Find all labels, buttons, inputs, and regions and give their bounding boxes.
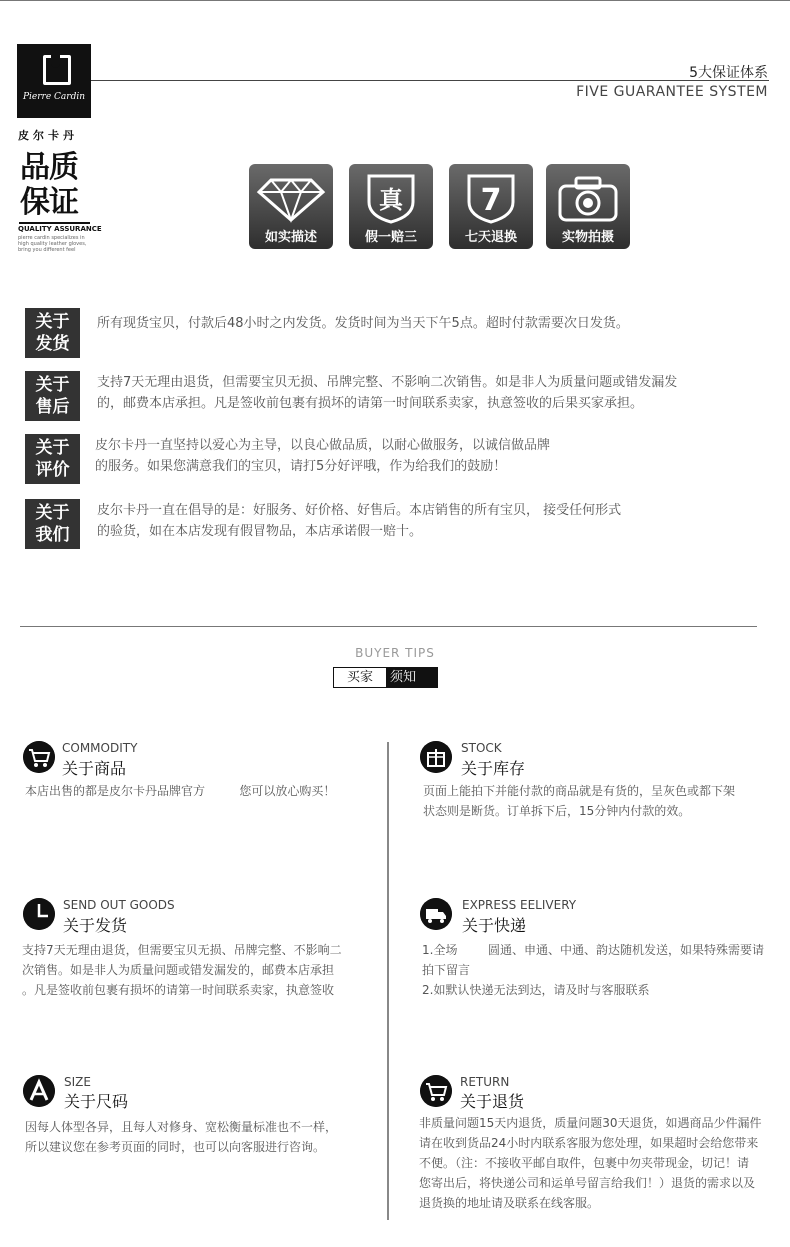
svg-text:7: 7 [480, 183, 502, 218]
body-line: 请在收到货品24小时内联系客服为您处理，如果超时会给您带来 [419, 1136, 759, 1150]
commodity-title-en: COMMODITY [62, 741, 138, 755]
header-rule [91, 80, 769, 81]
top-rule [0, 0, 790, 1]
logo-mark-icon [43, 55, 71, 85]
policy-text-after-sales [97, 372, 677, 414]
quality-rule [19, 222, 90, 224]
svg-text:真: 真 [379, 186, 403, 214]
body-line: 页面上能拍下并能付款的商品就是有货的，呈灰色或都下架 [423, 784, 736, 798]
buyer-tips-a: 买家 [346, 670, 373, 685]
seven-day-shield-icon [449, 170, 533, 224]
brand-logo [17, 44, 91, 118]
policy-line: 支持7天无理由退货，但需要宝贝无损、吊牌完整、不影响二次销售。如是非人为质量问题或错发漏发 [97, 375, 678, 390]
body-line: 不便。（注：不接收平邮自取件，包裹中勿夹带现金，切记！请 [419, 1156, 750, 1170]
body-line: 退货换的地址请及联系在线客服。 [419, 1196, 600, 1210]
section-divider [20, 626, 757, 627]
quality-assurance-en: QUALITY ASSURANCE [18, 225, 102, 233]
quality-title-line2: 保证 [20, 185, 78, 220]
policy-tag-about-us [25, 499, 80, 549]
express-title-en: EXPRESS EELIVERY [462, 898, 577, 912]
return-title-en: RETURN [460, 1075, 510, 1089]
body-line: 因每人体型各异，且每人对修身、宽松衡量标准也不一样， [25, 1120, 338, 1134]
clock-icon [23, 898, 55, 930]
policy-line: 所有现货宝贝，付款后48小时之内发货。发货时间为当天下午5点。超时付款需要次日发货。 [97, 316, 629, 331]
body-line: 2.如默认快递无法到达，请及时与客服联系 [422, 983, 650, 997]
column-divider [387, 742, 389, 1220]
body-line: 。凡是签收前包裹有损坏的请第一时间联系卖家，执意签收 [22, 983, 335, 997]
brand-name: 皮尔卡丹 [18, 129, 78, 142]
quality-description: pierre cardin specializes in high quality leather gloves, bring you different feel [18, 235, 87, 253]
policy-line: 皮尔卡丹一直坚持以爱心为主导，以良心做品质，以耐心做服务，以诚信做品牌 [95, 438, 551, 453]
body-line: 您寄出后，将快递公司和运单号留言给我们！）退货的需求以及 [419, 1176, 756, 1190]
policy-text-review [95, 435, 550, 477]
policy-tag-line: 关于 [35, 375, 70, 395]
policy-tag-review [25, 434, 80, 484]
body-line: 次销售。如是非人为质量问题或错发漏发的，邮费本店承担 [22, 963, 335, 977]
logo-script: Pierre Cardin [22, 92, 86, 102]
stock-title-en: STOCK [461, 741, 502, 755]
buyer-tips-en: BUYER TIPS [355, 646, 435, 660]
policy-tag-line: 售后 [35, 397, 70, 417]
policy-text-about-us [97, 500, 621, 542]
buyer-tips-title [333, 667, 438, 688]
policy-tag-line: 关于 [35, 312, 70, 332]
size-a-icon [23, 1075, 55, 1107]
send-goods-text [22, 940, 342, 1000]
policy-line: 的服务。如果您满意我们的宝贝，请打5分好评哦，作为给我们的鼓励！ [95, 459, 507, 474]
commodity-title-cn: 关于商品 [62, 759, 127, 778]
badge-authentic [349, 164, 433, 249]
guarantee-title-cn: 5大保证体系 [689, 65, 768, 81]
badge-label: 如实描述 [264, 230, 317, 245]
body-line: 支持7天无理由退货，但需要宝贝无损、吊牌完整、不影响二 [22, 943, 342, 957]
policy-tag-line: 评价 [35, 460, 70, 480]
policy-tag-line: 关于 [35, 438, 70, 458]
policy-line: 的验货，如在本店发现有假冒物品，本店承诺假一赔十。 [97, 524, 423, 539]
guarantee-title-en: FIVE GUARANTEE SYSTEM [576, 84, 768, 100]
badge-accurate-description [249, 164, 333, 249]
policy-line: 的，邮费本店承担。凡是签收前包裹有损坏的请第一时间联系卖家，执意签收的后果买家承担。 [97, 396, 644, 411]
size-text [25, 1117, 337, 1157]
body-line: 1.全场 圆通、申通、中通、韵达随机发送，如果特殊需要请 [422, 943, 764, 957]
delivery-truck-icon [420, 898, 452, 930]
stock-title-cn: 关于库存 [461, 759, 526, 778]
policy-tag-after-sales [25, 371, 80, 421]
body-line: 所以建议您在参考页面的同时，也可以向客服进行咨询。 [25, 1140, 326, 1154]
size-title-en: SIZE [64, 1075, 91, 1089]
commodity-text [25, 781, 335, 801]
express-title-cn: 关于快递 [462, 916, 527, 935]
body-line: 非质量问题15天内退货，质量问题30天退货，如遇商品少件漏件 [419, 1116, 762, 1130]
send-goods-title-cn: 关于发货 [63, 916, 128, 935]
gift-box-icon [420, 741, 452, 773]
shopping-cart-icon [23, 741, 55, 773]
return-text [419, 1113, 762, 1213]
policy-line: 皮尔卡丹一直在倡导的是：好服务、好价格、好售后。本店销售的所有宝贝， 接受任何形式 [97, 503, 622, 518]
policy-tag-shipping [25, 308, 80, 358]
badge-seven-day-return [449, 164, 533, 249]
express-text [422, 940, 764, 1000]
policy-text-shipping [97, 313, 629, 334]
body-line: 拍下留言 [422, 963, 471, 977]
policy-tag-line: 我们 [35, 525, 70, 545]
send-goods-title-en: SEND OUT GOODS [63, 898, 175, 912]
policy-tag-line: 关于 [35, 503, 70, 523]
body-line: 本店出售的都是皮尔卡丹品牌官方 您可以放心购买！ [25, 784, 336, 798]
badge-label: 七天退换 [464, 230, 517, 245]
body-line: 状态则是断货。订单拆下后，15分钟内付款的效。 [423, 804, 691, 818]
quality-title-line1: 品质 [20, 150, 78, 185]
stock-text [423, 781, 735, 821]
badge-real-photos [546, 164, 630, 249]
size-title-cn: 关于尺码 [64, 1092, 129, 1111]
policy-tag-line: 发货 [35, 334, 70, 354]
badge-label: 假一赔三 [364, 230, 417, 245]
authentic-shield-icon [349, 170, 433, 224]
diamond-icon [249, 170, 333, 224]
buyer-tips-b: 须知 [386, 668, 437, 687]
return-cart-icon [420, 1075, 452, 1107]
return-title-cn: 关于退货 [460, 1092, 525, 1111]
camera-icon [546, 170, 630, 224]
badge-label: 实物拍摄 [561, 230, 614, 245]
